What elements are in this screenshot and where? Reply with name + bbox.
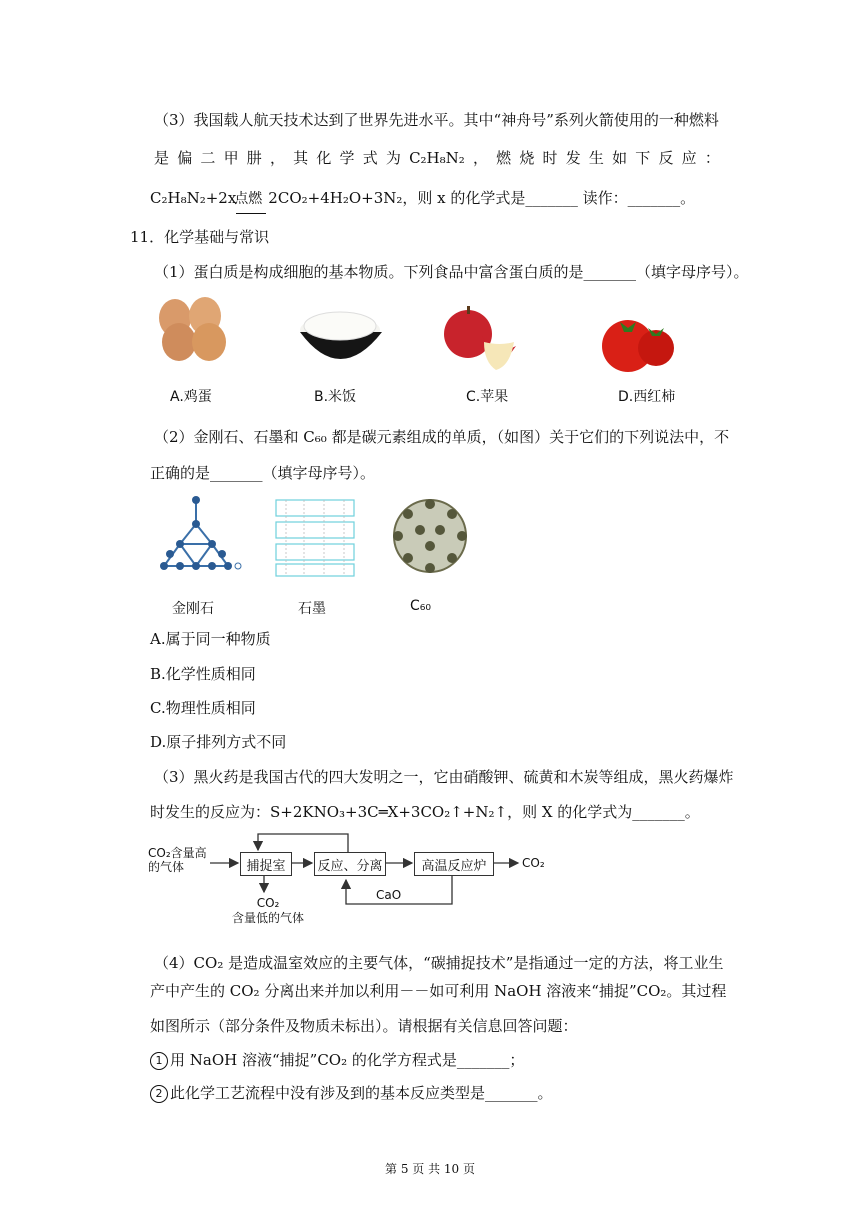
line2-word: 发 (565, 149, 581, 167)
line2-word: C₂H₈N₂ (409, 149, 465, 167)
line2-word: 其 (293, 149, 309, 167)
food-label-d: D.西红柿 (618, 389, 676, 405)
q10-3-equation (150, 188, 695, 208)
line2-word: ： (704, 149, 720, 167)
option-b: B.化学性质相同 (150, 665, 256, 683)
diamond-structure-image (150, 494, 245, 580)
line2-word: 化 (316, 149, 332, 167)
carbon-label-diamond: 金刚石 (172, 601, 214, 617)
sub2-text: 此化学工艺流程中没有涉及到的基本反应类型是_______。 (170, 1084, 553, 1102)
q11-4-line3: 如图所示（部分条件及物质未标出）。请根据有关信息回答问题： (150, 1017, 578, 1035)
food-label-a: A.鸡蛋 (170, 389, 212, 405)
q11-3-line1: （3）黑火药是我国古代的四大发明之一，它由硝酸钾、硫黄和木炭等组成，黑火药爆炸 (154, 768, 734, 786)
page-footer: 第 5 页 共 10 页 (385, 1162, 475, 1176)
reactants: C₂H₈N₂+2x (150, 189, 237, 207)
q11-4-line1: （4）CO₂ 是造成温室效应的主要气体，“碳捕捉技术”是指通过一定的方法，将工业生 (154, 954, 724, 972)
line2-word: ， (269, 149, 285, 167)
line2-word: 甲 (223, 149, 239, 167)
line2-word: 学 (339, 149, 355, 167)
flow-cao-label: CaO (376, 888, 402, 902)
line2-word: 偏 (177, 149, 193, 167)
line2-word: 是 (154, 149, 170, 167)
option-d: D.原子排列方式不同 (150, 733, 287, 751)
products: 2CO₂+4H₂O+3N₂ (268, 189, 403, 207)
line2-word: 如 (612, 149, 628, 167)
q11-4-sub1 (150, 1050, 524, 1070)
circled-number-1: 1 (150, 1052, 168, 1070)
q10-3-line2 (154, 148, 720, 168)
line2-word: 燃 (496, 149, 512, 167)
q11-4-sub2 (150, 1083, 553, 1103)
question-text: ，则 x 的化学式是_______ 读作：_______。 (402, 189, 696, 207)
line2-word: 时 (542, 149, 558, 167)
q11-4-line2: 产中产生的 CO₂ 分离出来并加以利用－－如可利用 NaOH 溶液来“捕捉”CO₂。其过程 (150, 982, 727, 1000)
line2-word: 二 (200, 149, 216, 167)
flow-box-capture: 捕捉室 (240, 852, 292, 876)
c60-structure-image (386, 494, 476, 580)
tomato-image (598, 310, 678, 378)
flow-low-co2-label: CO₂ 含量低的气体 (232, 896, 305, 925)
line2-word: 下 (635, 149, 651, 167)
line2-word: 应 (681, 149, 697, 167)
line2-word: 烧 (519, 149, 535, 167)
eggs-image (153, 296, 233, 364)
q11-3-line2: 时发生的反应为：S+2KNO₃+3C═X+3CO₂↑+N₂↑，则 X 的化学式为_______。 (150, 803, 700, 821)
line2-word: 式 (362, 149, 378, 167)
line2-word: 肼 (246, 149, 262, 167)
carbon-label-graphite: 石墨 (298, 601, 326, 617)
option-c: C.物理性质相同 (150, 699, 256, 717)
line2-word: 反 (658, 149, 674, 167)
sub1-text: 用 NaOH 溶液“捕捉”CO₂ 的化学方程式是_______； (170, 1051, 525, 1069)
flow-input-label: CO₂含量高 的气体 (148, 846, 207, 874)
line2-word: 生 (588, 149, 604, 167)
line2-word: ， (472, 149, 488, 167)
q11-1-text: （1）蛋白质是构成细胞的基本物质。下列食品中富含蛋白质的是_______（填字母序号）。 (154, 263, 749, 281)
line2-word: 为 (385, 149, 401, 167)
flow-box-react-separate: 反应、分离 (314, 852, 386, 876)
q10-3-line1: （3）我国载人航天技术达到了世界先进水平。其中“神舟号”系列火箭使用的一种燃料 (154, 111, 719, 129)
option-a: A.属于同一种物质 (150, 630, 271, 648)
food-label-c: C.苹果 (466, 389, 509, 405)
q11-2-line1: （2）金刚石、石墨和 C₆₀ 都是碳元素组成的单质，（如图）关于它们的下列说法中，不 (154, 428, 730, 446)
rice-bowl-image (296, 302, 386, 374)
apple-image (440, 306, 520, 376)
flow-arrows (146, 828, 566, 936)
carbon-label-c60: C₆₀ (410, 598, 431, 614)
q11-title: 11．化学基础与常识 (130, 228, 270, 246)
circled-number-2: 2 (150, 1085, 168, 1103)
food-label-b: B.米饭 (314, 389, 357, 405)
q11-2-line2: 正确的是_______（填字母序号）。 (150, 464, 376, 482)
reaction-condition: 点燃 (234, 191, 263, 207)
flow-output-co2: CO₂ (522, 856, 545, 870)
graphite-structure-image (268, 494, 360, 580)
flow-box-furnace: 高温反应炉 (414, 852, 494, 876)
